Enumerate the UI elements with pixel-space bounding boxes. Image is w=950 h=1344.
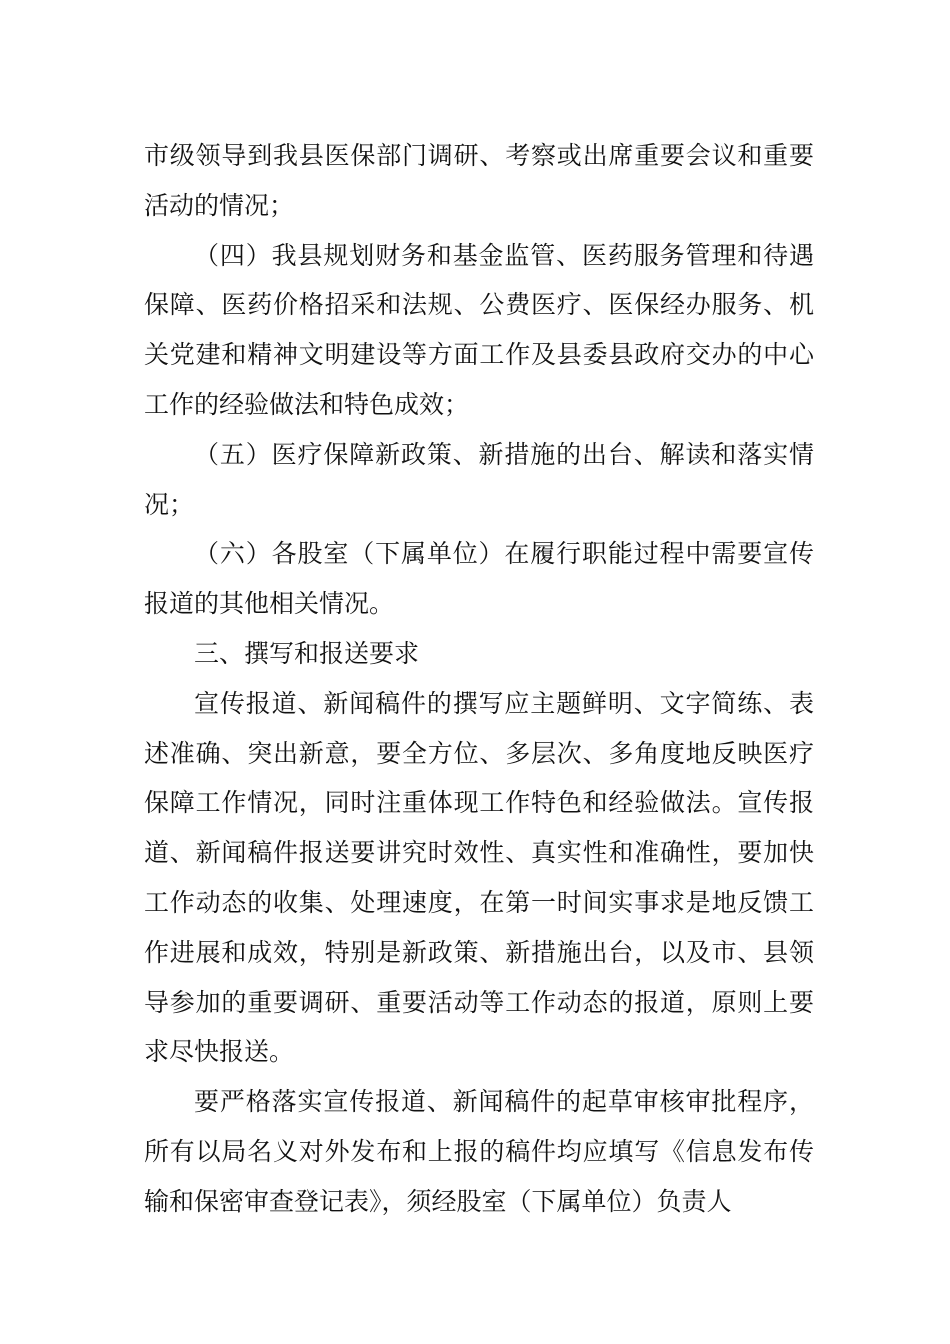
paragraph-writing-requirements: 宣传报道、新闻稿件的撰写应主题鲜明、文字简练、表述准确、突出新意，要全方位、多层次、多角度地反映医疗保障工作情况，同时注重体现工作特色和经验做法。宣传报道、新闻稿件报送要讲究时效性、真实性和准确性，要加快工作动态的收集、处理速度，在第一时间实事求是地反馈工作进展和成效，特别是新政策、新措施出台，以及市、县领导参加的重要调研、重要活动等工作动态的报道，原则上要求尽快报送。 [144,688,814,1067]
paragraph-item-five: （五）医疗保障新政策、新措施的出台、解读和落实情况； [144,439,814,519]
paragraph-continuation: 市级领导到我县医保部门调研、考察或出席重要会议和重要活动的情况； [144,141,814,220]
paragraph-item-six: （六）各股室（下属单位）在履行职能过程中需要宣传报道的其他相关情况。 [144,539,814,619]
paragraph-review-procedure: 要严格落实宣传报道、新闻稿件的起草审核审批程序，所有以局名义对外发布和上报的稿件均应填写《信息发布传输和保密审查登记表》，须经股室（下属单位）负责人 [144,1087,814,1216]
document-body [144,131,814,1227]
paragraph-item-four: （四）我县规划财务和基金监管、医药服务管理和待遇保障、医药价格招采和法规、公费医疗、医保经办服务、机关党建和精神文明建设等方面工作及县委县政府交办的中心工作的经验做法和特色成效； [144,240,814,419]
section-heading-three: 三、撰写和报送要求 [194,638,420,668]
